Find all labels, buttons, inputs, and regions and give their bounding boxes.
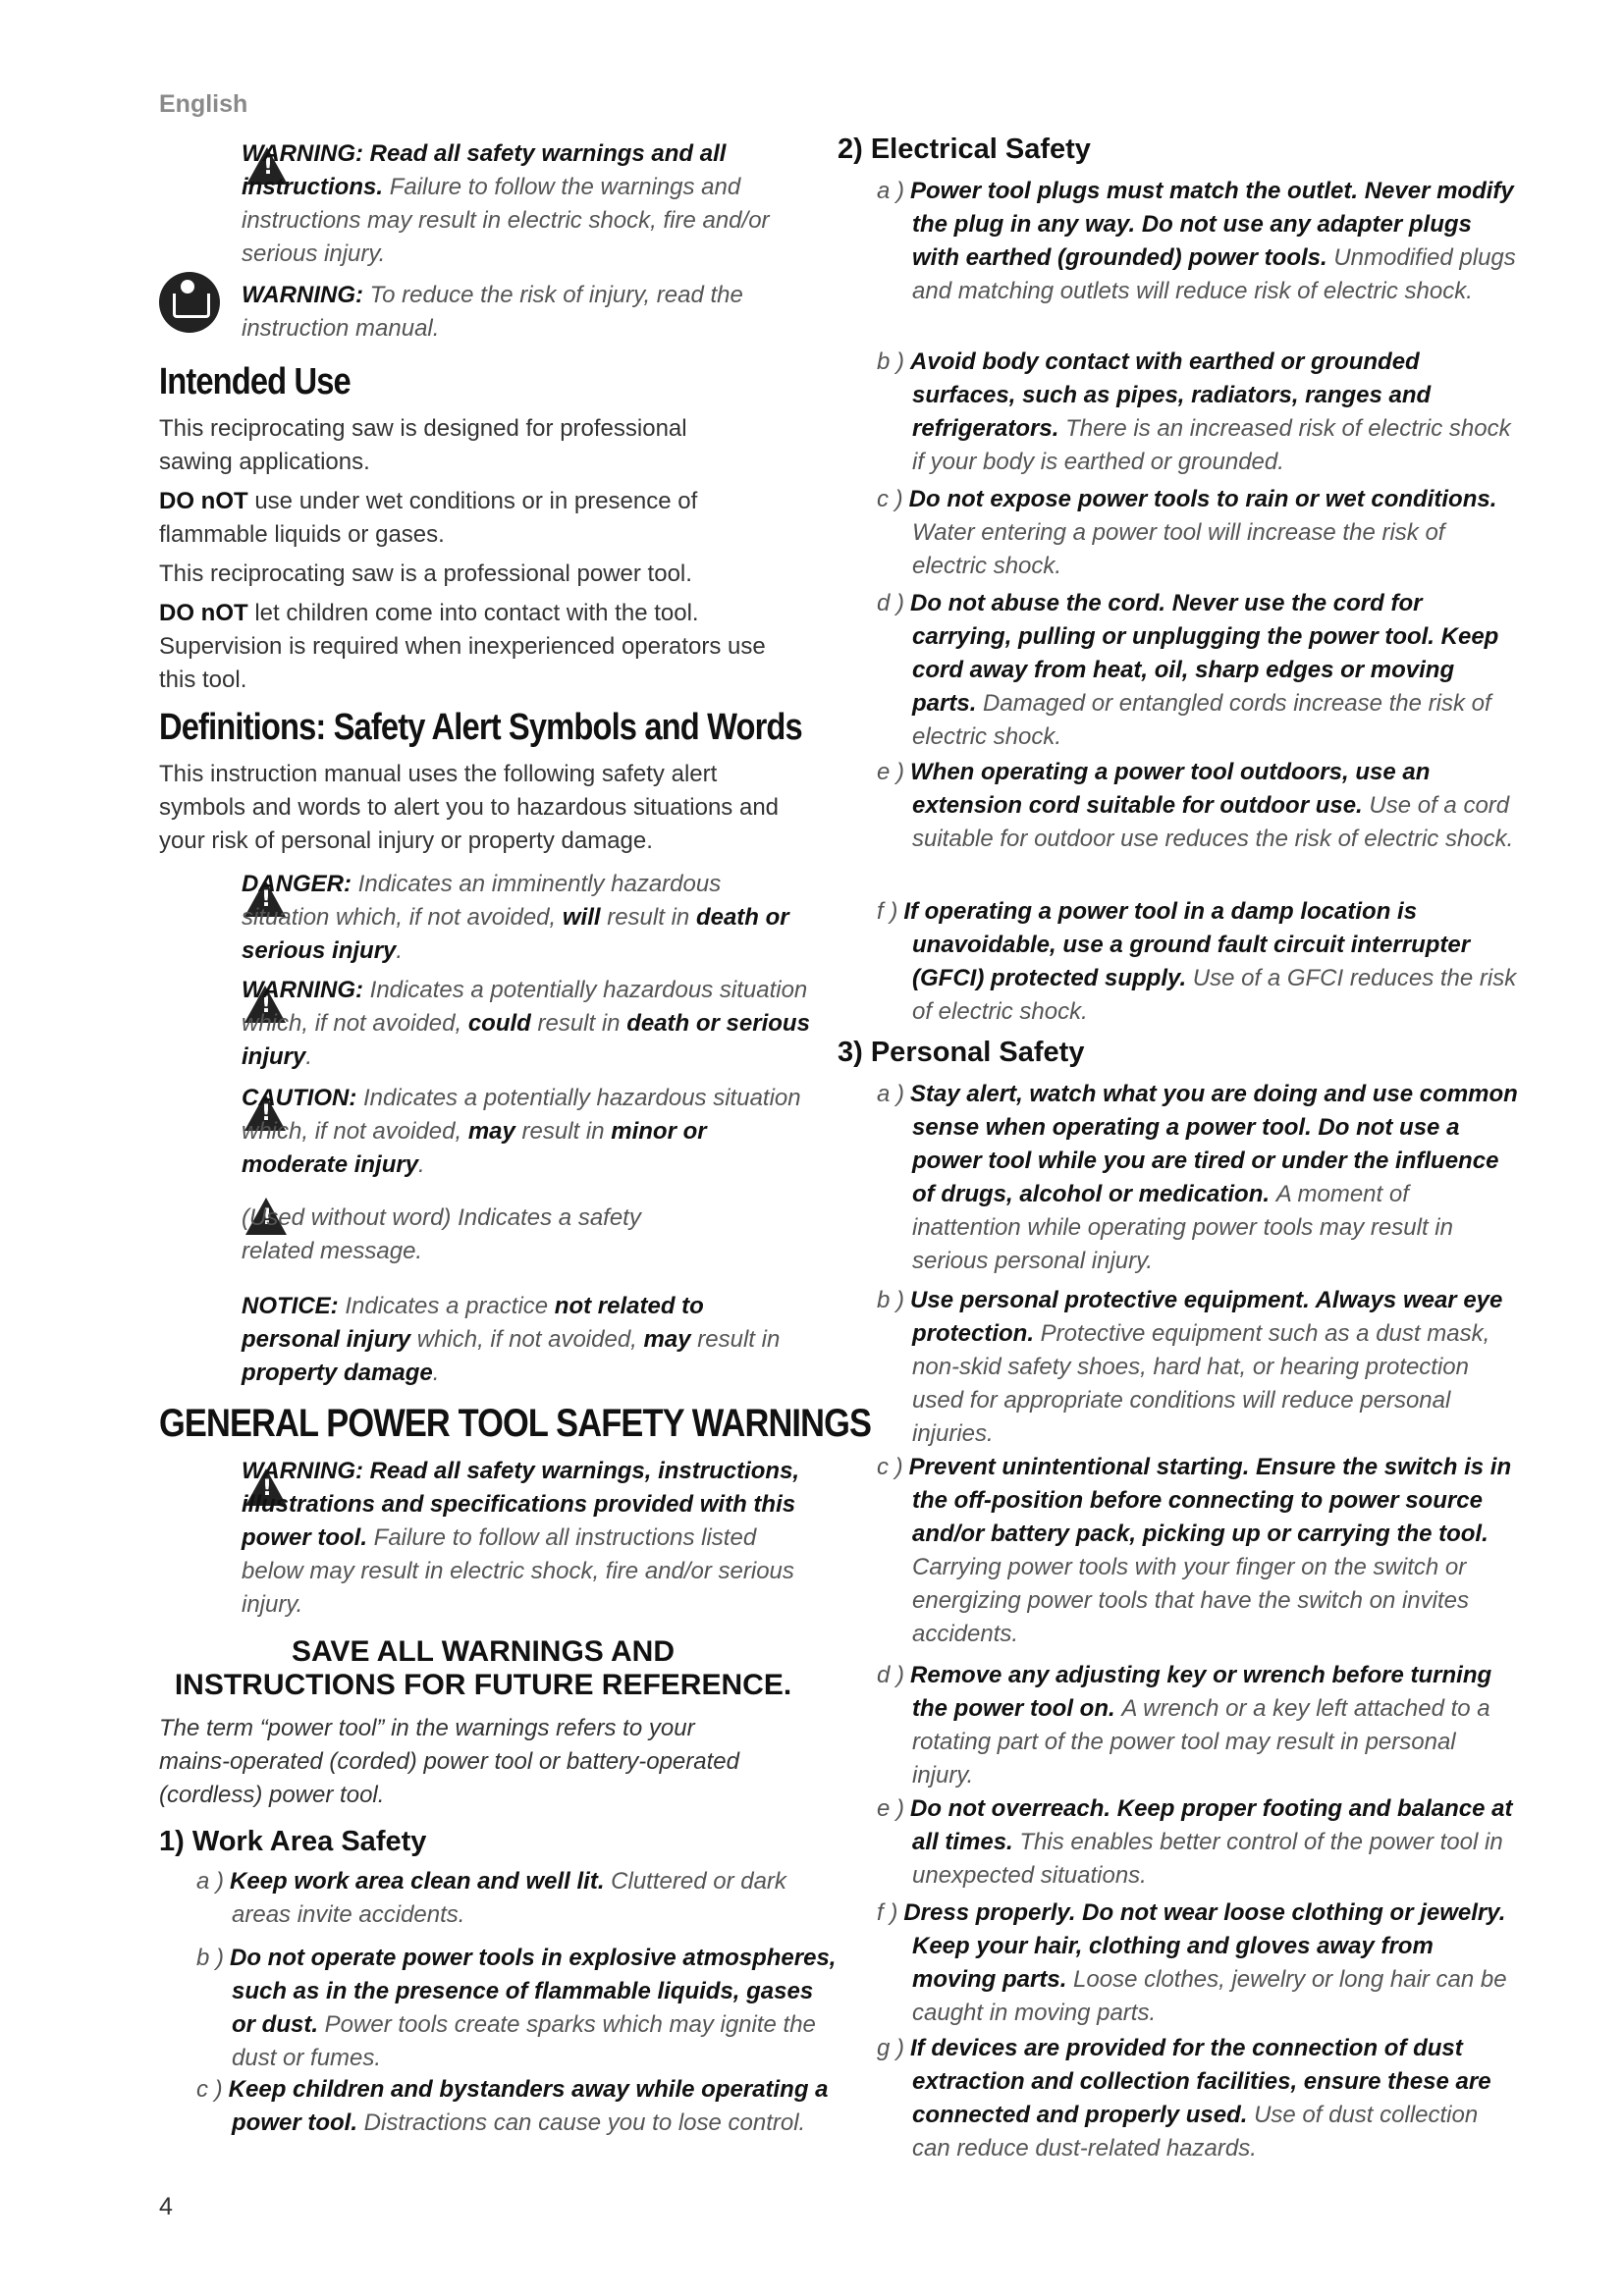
warning-read-manual-text: To reduce the risk of injury, read the instruction manual. [242, 282, 743, 342]
electrical-item [877, 175, 1521, 308]
work_area-item [196, 2073, 840, 2140]
item-instruction: Prevent unintentional starting. Ensure the switch is in the off-position before connecting to power source and/or battery pack, picking up or carrying the tool. [908, 1454, 1512, 1547]
item-explanation: Protective equipment such as a dust mask, non-skid safety shoes, hard hat, or hearing protection used for appropriate conditions will reduce personal injuries. [912, 1320, 1490, 1447]
general-warning-bold: WARNING: Read all safety warnings, instructions, illustrations and specifications provided with this power tool. [242, 1458, 800, 1551]
item-instruction: Keep children and bystanders away while operating a power tool. [228, 2076, 829, 2136]
electrical-item [877, 895, 1521, 1029]
item-explanation: A moment of inattention while operating power tools may result in serious personal injury. [912, 1181, 1453, 1274]
item-explanation: Damaged or entangled cords increase the risk of electric shock. [912, 690, 1491, 750]
caution-label: CAUTION: [242, 1085, 357, 1111]
item-instruction: Stay alert, watch what you are doing and use common sense when operating a power tool. Do not use a power tool while you are tired or under the influence of drugs, alcohol or medication. [910, 1081, 1518, 1207]
warning-read-all-text: Failure to follow the warnings and instructions may result in electric shock, fire and/or serious injury. [242, 174, 770, 267]
definitions-title: Definitions: Safety Alert Symbols and Words [159, 707, 802, 748]
personal-item [877, 1896, 1521, 2030]
item-explanation: This enables better control of the power tool in unexpected situations. [912, 1829, 1503, 1889]
do-not-label: DO nOT [159, 600, 248, 626]
intended-use-p3: This reciprocating saw is a professional power tool. [159, 561, 692, 587]
notice-definition: NOTICE: Indicates a practice not related to personal injury which, if not avoided, may result in property damage. [242, 1293, 781, 1386]
item-instruction: Do not operate power tools in explosive atmospheres, such as in the presence of flammable liquids, gases or dust. [230, 1945, 837, 2038]
warning-read-manual-bold: WARNING: [242, 282, 363, 308]
item-label: b ) [196, 1945, 225, 1971]
warning-definition: WARNING: Indicates a potentially hazardous situation which, if not avoided, could result in death or serious injury. [242, 977, 810, 1070]
personal-item [877, 2032, 1521, 2165]
item-explanation: Carrying power tools with your finger on the switch or energizing power tools that have the switch on invites accidents. [912, 1554, 1469, 1647]
item-instruction: Remove any adjusting key or wrench before turning the power tool on. [910, 1662, 1492, 1722]
general-warning [242, 1455, 811, 1622]
work_area-item [196, 1942, 840, 2075]
personal-item [877, 1078, 1521, 1278]
caution-definition: CAUTION: Indicates a potentially hazardous situation which, if not avoided, may result in minor or moderate injury. [242, 1085, 801, 1178]
danger-will: will [562, 904, 601, 931]
intended-use-p2 [159, 485, 729, 552]
notice-text: Indicates a practice [345, 1293, 549, 1319]
read-manual-icon [159, 272, 220, 333]
danger-definition: DANGER: Indicates an imminently hazardous situation which, if not avoided, will result in death or serious injury. [242, 871, 789, 964]
caution-consequence: minor or moderate injury [242, 1118, 707, 1178]
item-explanation: A wrench or a key left attached to a rotating part of the power tool may result in personal injury. [912, 1695, 1490, 1789]
item-explanation: There is an increased risk of electric shock if your body is earthed or grounded. [912, 415, 1511, 475]
symbol-text: (Used without word) Indicates a safety related message. [242, 1204, 641, 1264]
item-instruction: Do not expose power tools to rain or wet conditions. [908, 486, 1497, 512]
electrical-item [877, 756, 1521, 856]
save-instructions [159, 1635, 807, 1702]
item-label: d ) [877, 590, 905, 616]
personal-title: 3) Personal Safety [838, 1037, 1085, 1068]
warning-consequence: death or serious injury [242, 1010, 810, 1070]
warning-read-all [242, 137, 772, 271]
item-explanation: Water entering a power tool will increase the risk of electric shock. [912, 519, 1445, 579]
notice-text-c: which, if not avoided, [416, 1326, 637, 1353]
intended-use-p1: This reciprocating saw is designed for professional sawing applications. [159, 415, 687, 475]
item-explanation: Loose clothes, jewelry or long hair can be caught in moving parts. [912, 1966, 1507, 2026]
item-instruction: Do not abuse the cord. Never use the cord for carrying, pulling or unplugging the power tool. Keep cord away from heat, oil, sharp edges or moving parts. [910, 590, 1499, 717]
item-instruction: Do not overreach. Keep proper footing and balance at all times. [910, 1795, 1513, 1855]
general-warnings-title: GENERAL POWER TOOL SAFETY WARNINGS [159, 1402, 872, 1445]
item-label: b ) [877, 1287, 905, 1313]
symbol-definition [242, 1201, 674, 1268]
electrical-title: 2) Electrical Safety [838, 133, 1091, 165]
save-line-2: INSTRUCTIONS FOR FUTURE REFERENCE. [174, 1669, 792, 1701]
personal-item [877, 1659, 1521, 1792]
warning-text: Indicates a potentially hazardous situation which, if not avoided, [242, 977, 808, 1037]
item-instruction: If devices are provided for the connection of dust extraction and collection facilities, ensure these are connected and properly used. [910, 2035, 1491, 2128]
personal-item [877, 1792, 1521, 1893]
item-label: d ) [877, 1662, 905, 1688]
item-instruction: If operating a power tool in a damp location is unavoidable, use a ground fault circuit interrupter (GFCI) protected supply. [903, 898, 1471, 991]
caution-text: Indicates a potentially hazardous situation which, if not avoided, [242, 1085, 801, 1145]
notice-consequence: property damage [242, 1360, 433, 1386]
notice-not-related: not related to personal injury [242, 1293, 704, 1353]
item-explanation: Distractions can cause you to lose control. [363, 2109, 806, 2136]
intended-use-title: Intended Use [159, 361, 351, 402]
warning-read-all-bold: WARNING: Read all safety warnings and all instructions. [242, 140, 727, 200]
item-explanation: Cluttered or dark areas invite accidents. [232, 1868, 786, 1928]
intended-use-p4 [159, 597, 778, 697]
do-not-label: DO nOT [159, 488, 248, 514]
item-instruction: Avoid body contact with earthed or grounded surfaces, such as pipes, radiators, ranges and refrigerators. [910, 348, 1432, 442]
save-line-1: SAVE ALL WARNINGS AND [291, 1635, 675, 1668]
item-explanation: Unmodified plugs and matching outlets will reduce risk of electric shock. [912, 244, 1516, 304]
page-number: 4 [159, 2193, 173, 2220]
notice-label: NOTICE: [242, 1293, 339, 1319]
item-instruction: When operating a power tool outdoors, use an extension cord suitable for outdoor use. [910, 759, 1431, 819]
language-label: English [159, 90, 248, 118]
item-label: a ) [196, 1868, 225, 1895]
item-instruction: Dress properly. Do not wear loose clothing or jewelry. Keep your hair, clothing and gloves away from moving parts. [903, 1899, 1506, 1993]
item-label: f ) [877, 1899, 898, 1926]
caution-may: may [467, 1118, 515, 1145]
item-instruction: Keep work area clean and well lit. [230, 1868, 612, 1895]
work_area-item [196, 1865, 840, 1932]
item-label: c ) [877, 486, 903, 512]
item-explanation: Use of a GFCI reduces the risk of electric shock. [912, 965, 1517, 1025]
item-instruction: Use personal protective equipment. Always wear eye protection. [910, 1287, 1503, 1347]
item-label: g ) [877, 2035, 905, 2061]
intended-use-p2-text: use under wet conditions or in presence of flammable liquids or gases. [159, 488, 698, 548]
danger-text-b: result in [607, 904, 690, 931]
warning-label: WARNING: [242, 977, 363, 1003]
danger-text: Indicates an imminently hazardous situation which, if not avoided, [242, 871, 722, 931]
item-label: e ) [877, 1795, 905, 1822]
warning-text-b: result in [537, 1010, 621, 1037]
electrical-item [877, 587, 1521, 754]
item-label: c ) [877, 1454, 903, 1480]
warning-read-manual [242, 279, 752, 346]
notice-may: may [643, 1326, 691, 1353]
general-warning-text: Failure to follow all instructions listed below may result in electric shock, fire and/or serious injury. [242, 1524, 794, 1618]
item-label: e ) [877, 759, 905, 785]
danger-consequence: death or serious injury [242, 904, 789, 964]
item-explanation: Power tools create sparks which may ignite the dust or fumes. [232, 2011, 816, 2071]
item-label: b ) [877, 348, 905, 375]
work-area-title: 1) Work Area Safety [159, 1826, 427, 1857]
intended-use-p4-text: let children come into contact with the tool. Supervision is required when inexperienced operators use this tool. [159, 600, 766, 693]
personal-item [877, 1284, 1521, 1451]
notice-text-d: result in [697, 1326, 781, 1353]
electrical-item [877, 346, 1521, 479]
power-tool-term: The term “power tool” in the warnings refers to your mains-operated (corded) power tool or battery-operated (cordless) power tool. [159, 1715, 739, 1808]
item-explanation: Use of dust collection can reduce dust-related hazards. [912, 2102, 1479, 2162]
item-label: c ) [196, 2076, 223, 2103]
item-instruction: Power tool plugs must match the outlet. Never modify the plug in any way. Do not use any adapter plugs with earthed (grounded) power tools. [910, 178, 1514, 271]
item-label: a ) [877, 178, 905, 204]
item-label: a ) [877, 1081, 905, 1107]
item-explanation: Use of a cord suitable for outdoor use reduces the risk of electric shock. [912, 792, 1514, 852]
warning-could: could [467, 1010, 531, 1037]
electrical-item [877, 483, 1521, 583]
danger-label: DANGER: [242, 871, 352, 897]
item-label: f ) [877, 898, 898, 925]
personal-item [877, 1451, 1521, 1651]
definitions-intro: This instruction manual uses the following safety alert symbols and words to alert you to hazardous situations and your risk of personal injury or property damage. [159, 761, 780, 854]
caution-text-b: result in [521, 1118, 605, 1145]
